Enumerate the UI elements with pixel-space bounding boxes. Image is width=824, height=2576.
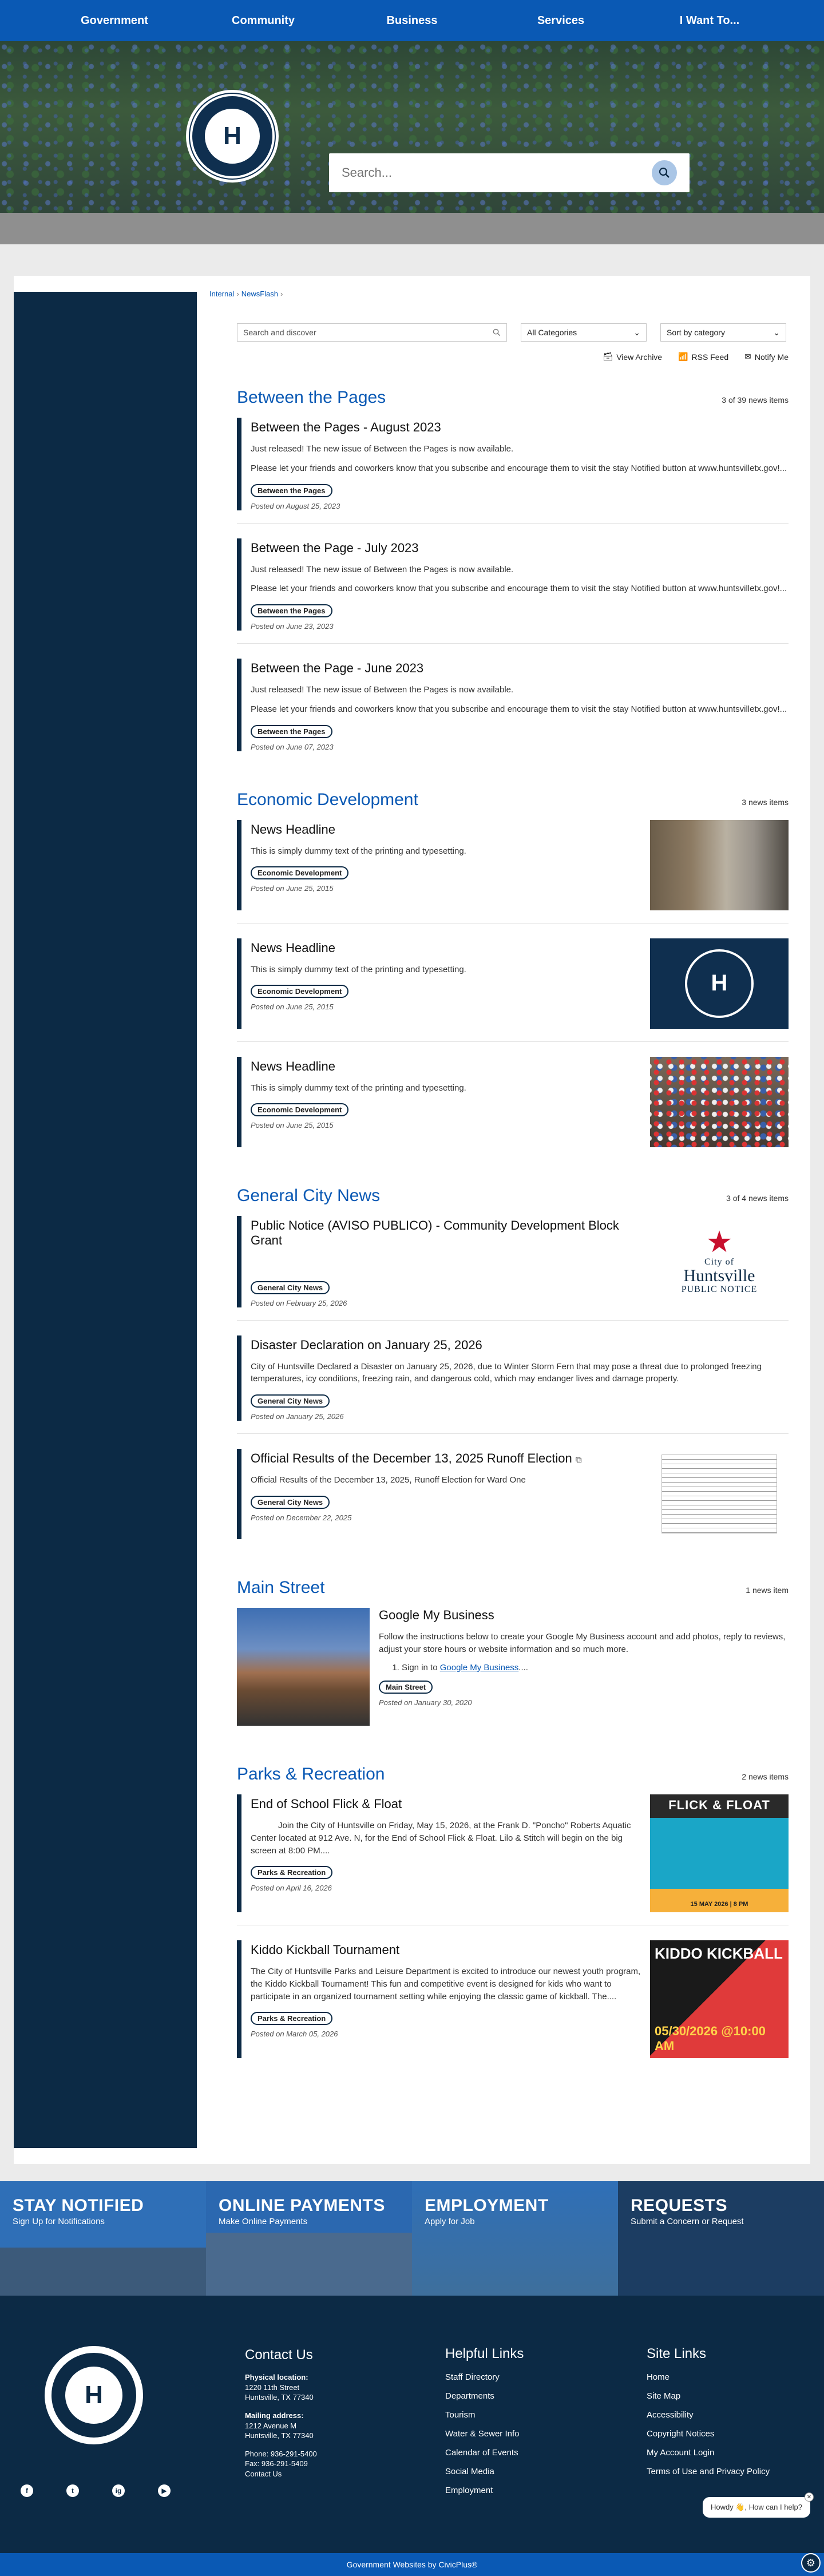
news-item: Disaster Declaration on January 25, 2026 City of Huntsville Declared a Disaster on January 25, 2026, due to Winter Storm Fern that may pose a threat due to prolonged freezing temperatures, icy conditions, freezing rain, and dangerous cold, which may endanger lives and damage property. General City News Posted on January 25, 2026 [237,1335,789,1434]
footer-link[interactable]: Calendar of Events [445,2448,518,2458]
posted-date: Posted on January 30, 2020 [379,1698,472,1707]
category-tag[interactable]: Main Street [379,1681,433,1694]
footer-link[interactable]: Water & Sewer Info [445,2429,520,2439]
news-item [237,1216,789,1321]
cta-band [0,2181,824,2296]
news-item-title[interactable]: End of School Flick & Float [251,1797,402,1811]
news-item-title[interactable]: Official Results of the December 13, 2025 Runoff Election ⧉ [251,1451,582,1465]
footer [0,2296,824,2553]
rss-feed-link[interactable]: 📶 RSS Feed [678,352,729,362]
close-icon[interactable]: ✕ [805,2492,814,2502]
news-item: Between the Pages - August 2023 Just released! The new issue of Between the Pages is now available. Please let your friends and coworkers know that you subscribe and encourage them to visit the stay Notified button at www.huntsvilletx.gov!... Between the Pages Posted on August 25, 2023 [237,418,789,524]
footer-link[interactable]: Departments [445,2391,494,2401]
hero-strip [0,213,824,244]
google-my-business-link[interactable]: Google My Business [439,1662,519,1673]
section-general-city-news [209,1186,789,1552]
footer-link[interactable]: Social Media [445,2467,494,2476]
news-item: News Headline This is simply dummy text of the printing and typesetting. Economic Development Posted on June 25, 2015 [237,820,789,924]
view-archive-link[interactable]: 🗃 View Archive [603,352,663,362]
seal-icon: H [205,109,260,164]
news-item: Official Results of the December 13, 2025 Runoff Election ⧉ Official Results of the December 13, 2025, Runoff Election for Ward One General City News Posted on December 22, 2025 [237,1449,789,1552]
contact-us-link[interactable]: Contact Us [245,2469,282,2478]
category-tag[interactable]: Economic Development [251,1103,348,1116]
left-sidebar [14,292,197,2148]
posted-date: Posted on February 25, 2026 [251,1298,347,1307]
news-thumbnail[interactable]: ★ City of Huntsville PUBLIC NOTICE [650,1216,789,1306]
posted-date: Posted on December 22, 2025 [251,1513,352,1522]
news-item-title[interactable]: Disaster Declaration on January 25, 2026 [251,1337,482,1352]
category-tag[interactable]: General City News [251,1394,330,1408]
news-item: News Headline This is simply dummy text of the printing and typesetting. Economic Development Posted on June 25, 2015 [237,1057,789,1160]
instagram-icon[interactable]: ig [112,2484,125,2497]
category-tag[interactable]: General City News [251,1281,330,1294]
footer-link[interactable]: Accessibility [647,2410,694,2420]
category-tag[interactable]: General City News [251,1496,330,1509]
news-thumbnail[interactable] [650,1057,789,1147]
category-tag[interactable]: Between the Pages [251,604,332,617]
category-tag[interactable]: Parks & Recreation [251,1866,332,1879]
footer-link[interactable]: Employment [445,2486,493,2495]
news-item: Google My Business Follow the instructions below to create your Google My Business account and add photos, reply to reviews, adjust your store hours or website information and so much more. 1. Sign in to Google My Business.... Main Street Posted on January 30, 2020 [237,1608,789,1738]
category-tag[interactable]: Between the Pages [251,484,332,497]
section-count: 3 news items [742,797,789,807]
category-tag[interactable]: Economic Development [251,985,348,998]
news-item: End of School Flick & Float Join the City of Huntsville on Friday, May 15, 2026, at the Frank D. "Poncho" Roberts Aquatic Center located at 912 Ave. N, for the End of School Flick & Float. Lilo & Stitch will begin on the big screen at 8:00 PM.... Parks & Recreation Posted on April 16, 2026 FLICK & FLOAT 15 MAY 2026 | 8 PM [237,1794,789,1925]
section-title[interactable]: General City News [237,1186,381,1205]
footer-link[interactable]: Terms of Use and Privacy Policy [647,2467,770,2476]
civicplus-link[interactable]: Government Websites by CivicPlus® [346,2560,478,2569]
footer-city-seal[interactable] [45,2346,143,2444]
footer-link[interactable]: Tourism [445,2410,476,2420]
site-search [329,153,690,192]
main-container [14,276,810,2164]
seal-icon: H [65,2367,122,2424]
cta-requests[interactable]: REQUESTS Submit a Concern or Request [618,2181,824,2296]
news-item: Between the Page - June 2023 Just released! The new issue of Between the Pages is now available. Please let your friends and coworkers know that you subscribe and encourage them to visit the stay Notified button at www.huntsvilletx.gov!... Between the Pages Posted on June 07, 2023 [237,659,789,764]
footer-site-links: Site Links Home Site Map Accessibility Copyright Notices My Account Login Terms of Use and Privacy Policy [647,2346,770,2476]
section-title[interactable]: Between the Pages [237,388,386,407]
posted-date: Posted on June 23, 2023 [251,622,334,631]
chevron-down-icon: ⌄ [773,327,780,337]
top-navigation [0,0,824,41]
category-tag[interactable]: Economic Development [251,866,348,879]
footer-link[interactable]: Copyright Notices [647,2429,715,2439]
category-select[interactable]: All Categories ⌄ [521,323,647,342]
nav-i-want-to[interactable]: I Want To... [679,14,740,27]
section-count: 3 of 4 news items [726,1193,789,1203]
section-parks-recreation [209,1765,789,2071]
news-thumbnail[interactable] [650,820,789,910]
section-count: 2 news items [742,1772,789,1781]
news-thumbnail[interactable]: KIDDO KICKBALL 05/30/2026 @10:00 AM [650,1940,789,2058]
news-item-title[interactable]: Kiddo Kickball Tournament [251,1943,400,1957]
footer-link[interactable]: Home [647,2372,670,2382]
news-item-title[interactable]: News Headline [251,822,335,837]
breadcrumb-internal[interactable]: Internal [209,290,235,298]
news-item-title[interactable]: Between the Page - June 2023 [251,661,424,675]
section-title[interactable]: Economic Development [237,790,418,809]
search-icon [659,167,670,179]
sort-select[interactable]: Sort by category ⌄ [660,323,786,342]
news-item-title[interactable]: Public Notice (AVISO PUBLICO) - Community Development Block Grant [251,1218,619,1247]
facebook-icon[interactable]: f [21,2484,33,2497]
footer-contact: Contact Us Physical location: 1220 11th Street Huntsville, TX 77340 Mailing address: 1212 Avenue M Huntsville, TX 77340 Phone: 936-291-5400 Fax: 936-291-5409 Contact Us [245,2347,317,2478]
news-search-input[interactable]: Search and discover [237,323,507,342]
seal-icon: H [685,949,754,1018]
section-count: 1 news item [746,1586,789,1595]
section-between-the-pages [209,388,789,764]
posted-date: Posted on June 25, 2015 [251,884,334,893]
nav-services[interactable]: Services [537,14,585,27]
envelope-icon: ✉ [744,352,751,361]
news-item: Kiddo Kickball Tournament The City of Huntsville Parks and Leisure Department is excited to introduce our newest youth program, the Kiddo Kickball Tournament! This fun and competitive event is designed for kids who want to participate in an organized tournament setting while enjoying the classic game of kickball. The.... Parks & Recreation Posted on March 05, 2026 KIDDO KICKBALL 05/30/2026 @10:00 AM [237,1940,789,2071]
news-thumbnail[interactable] [650,938,789,1029]
news-thumbnail[interactable] [237,1608,370,1726]
search-icon [493,328,501,336]
chat-prompt[interactable]: Howdy 👋, How can I help? ✕ [703,2497,810,2518]
nav-government[interactable]: Government [81,14,148,27]
news-item: Between the Page - July 2023 Just released! The new issue of Between the Pages is now available. Please let your friends and coworkers know that you subscribe and encourage them to visit the stay Notified button at www.huntsvilletx.gov!... Between the Pages Posted on June 23, 2023 [237,538,789,644]
section-economic-development [209,790,789,1160]
news-content [197,276,810,2164]
breadcrumb: Internal › NewsFlash › [209,290,283,298]
document-icon [661,1455,777,1533]
texas-star-icon: ★ [706,1225,733,1259]
posted-date: Posted on January 25, 2026 [251,1412,344,1421]
external-link-icon: ⧉ [575,1455,582,1465]
category-tag[interactable]: Between the Pages [251,725,332,738]
posted-date: Posted on June 25, 2015 [251,1002,334,1012]
news-item-title[interactable]: News Headline [251,1059,335,1073]
news-item-title[interactable]: Between the Pages - August 2023 [251,420,441,434]
notify-me-link[interactable]: ✉ Notify Me [744,352,789,362]
accessibility-widget-icon[interactable]: ⚙ [801,2553,821,2573]
posted-date: Posted on August 25, 2023 [251,501,340,510]
category-tag[interactable]: Parks & Recreation [251,2012,332,2025]
news-thumbnail[interactable]: FLICK & FLOAT 15 MAY 2026 | 8 PM [650,1794,789,1912]
footer-link[interactable]: Staff Directory [445,2372,500,2382]
section-count: 3 of 39 news items [722,395,789,405]
section-title[interactable]: Parks & Recreation [237,1765,385,1784]
posted-date: Posted on March 05, 2026 [251,2030,338,2039]
youtube-icon[interactable]: ▶ [158,2484,171,2497]
posted-date: Posted on June 25, 2015 [251,1121,334,1130]
cta-online-payments[interactable]: ONLINE PAYMENTS Make Online Payments [206,2181,412,2296]
twitter-icon[interactable]: t [66,2484,79,2497]
site-search-input[interactable] [342,165,652,180]
cta-employment[interactable]: EMPLOYMENT Apply for Job [412,2181,618,2296]
rss-icon: 📶 [678,352,688,361]
posted-date: Posted on April 16, 2026 [251,1884,332,1893]
news-item-title[interactable]: News Headline [251,940,335,955]
nav-business[interactable]: Business [386,14,438,27]
news-actions [209,352,789,362]
news-item-title[interactable]: Google My Business [379,1608,494,1622]
section-title[interactable]: Main Street [237,1578,325,1597]
section-main-street [209,1578,789,1738]
cta-stay-notified[interactable]: STAY NOTIFIED Sign Up for Notifications [0,2181,206,2296]
bottom-bar [0,2553,824,2576]
city-seal-logo[interactable] [186,90,279,183]
nav-community[interactable]: Community [232,14,295,27]
footer-link[interactable]: Site Map [647,2391,681,2401]
footer-link[interactable]: My Account Login [647,2448,715,2458]
search-button[interactable] [652,160,677,185]
hero-banner [0,41,824,213]
breadcrumb-newsflash[interactable]: NewsFlash [241,290,279,298]
archive-icon: 🗃 [603,352,613,361]
news-item-title[interactable]: Between the Page - July 2023 [251,540,419,555]
news-filters [209,323,789,342]
social-links [21,2484,171,2497]
posted-date: Posted on June 07, 2023 [251,742,334,751]
news-thumbnail[interactable] [650,1449,789,1539]
chevron-down-icon: ⌄ [633,327,640,337]
footer-helpful-links: Helpful Links Staff Directory Departments Tourism Water & Sewer Info Calendar of Events Social Media Employment [445,2346,524,2495]
news-item: News Headline This is simply dummy text of the printing and typesetting. Economic Development Posted on June 25, 2015 H [237,938,789,1042]
